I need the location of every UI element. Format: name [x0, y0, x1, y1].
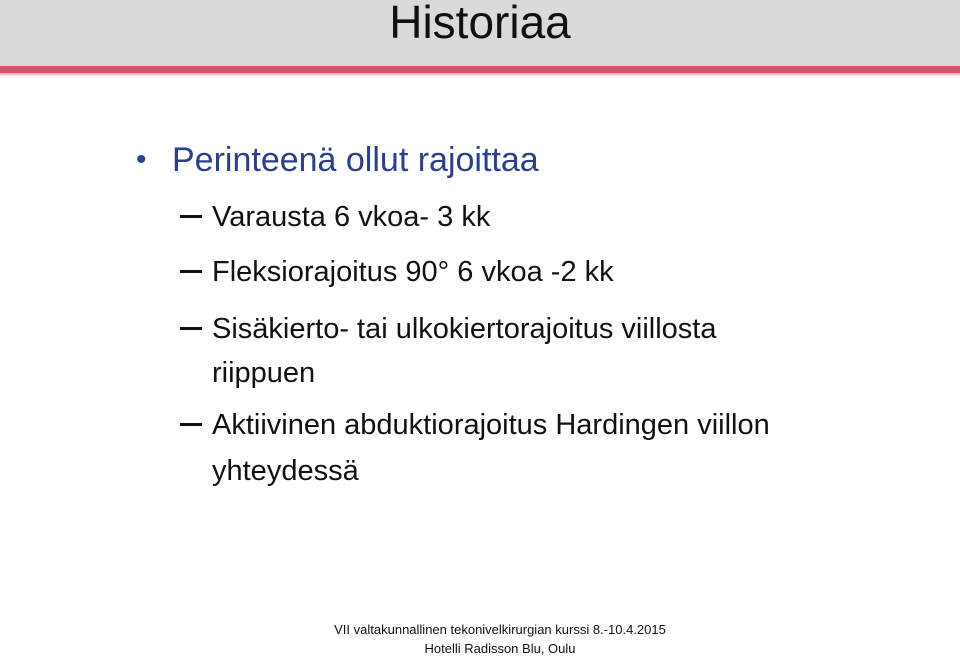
slide-footer	[280, 620, 720, 658]
sub-item-text: yhteydessä	[212, 455, 359, 487]
bullet-text: Perinteenä ollut rajoittaa	[172, 141, 539, 179]
sub-item-text: Aktiivinen abduktiorajoitus Hardingen viillon	[212, 409, 770, 441]
bullet-dot-icon: •	[136, 143, 147, 176]
dash-icon	[180, 327, 202, 330]
sub-item-text: Sisäkierto- tai ulkokiertorajoitus viillosta	[212, 313, 717, 345]
sub-item-text: Fleksiorajoitus 90° 6 vkoa -2 kk	[212, 256, 614, 288]
sub-item-text: riippuen	[212, 357, 316, 389]
sub-item-text: Varausta 6 vkoa- 3 kk	[212, 201, 491, 233]
slide-title: Historiaa	[389, 0, 571, 48]
dash-icon	[180, 270, 202, 273]
footer-line-2: Hotelli Radisson Blu, Oulu	[424, 641, 576, 656]
dash-icon	[180, 423, 202, 426]
footer-line-1: VII valtakunnallinen tekonivelkirurgian kurssi 8.-10.4.2015	[334, 622, 666, 637]
dash-icon	[180, 215, 202, 218]
